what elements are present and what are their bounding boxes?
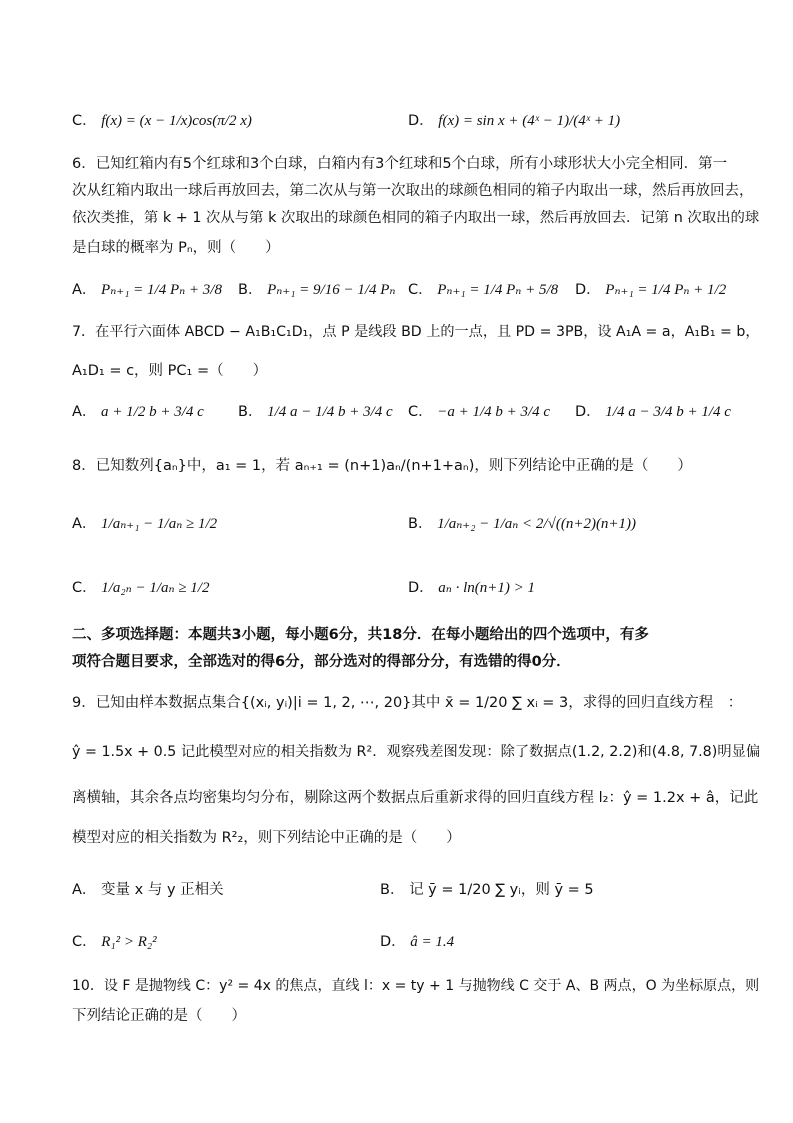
- q9-line-1: 9．已知由样本数据点集合{(xᵢ, yᵢ)|i = 1, 2, ⋯, 20}其中 x̄ = 1/20 ∑ xᵢ = 3，求得的回归直线方程 ：: [72, 695, 743, 711]
- q9-option-b-letter: B．: [380, 882, 405, 898]
- q9-option-c: [72, 932, 157, 952]
- q8-stem: 8．已知数列{aₙ}中，a₁ = 1，若 aₙ₊₁ = (n+1)aₙ/(n+1+aₙ)，则下列结论中正确的是（ ）: [72, 458, 692, 474]
- q8-option-c-expr: 1/a₂ₙ − 1/aₙ ≥ 1/2: [101, 580, 210, 596]
- q7-option-a: [72, 402, 204, 422]
- q7-option-d-letter: D．: [575, 404, 601, 420]
- q9-line-4: 模型对应的相关指数为 R²₂，则下列结论中正确的是（ ）: [72, 830, 461, 846]
- q8-option-b: [408, 514, 636, 534]
- q6-option-d: [575, 280, 726, 300]
- q7-line-1: 7．在平行六面体 ABCD − A₁B₁C₁D₁，点 P 是线段 BD 上的一点，且 PD = 3PB，设 A₁A = a，A₁B₁ = b，: [72, 324, 760, 340]
- q7-option-c-letter: C．: [408, 404, 433, 420]
- q7-option-c-expr: −a + 1/4 b + 3/4 c: [437, 404, 551, 420]
- q5-option-c: [72, 111, 252, 131]
- q6-option-a-letter: A．: [72, 282, 97, 298]
- q7-option-b-letter: B．: [238, 404, 263, 420]
- section-2-heading-line-2: 项符合题目要求，全部选对的得6分，部分选对的得部分分，有选错的得0分．: [72, 654, 571, 670]
- q6-option-c-letter: C．: [408, 282, 433, 298]
- q7-option-b: [238, 402, 393, 422]
- q9-option-d: [380, 932, 454, 952]
- q6-option-b-letter: B．: [238, 282, 263, 298]
- q6-option-d-expr: Pₙ₊₁ = 1/4 Pₙ + 1/2: [605, 282, 727, 298]
- q9-option-c-expr: R₁² > R₂²: [101, 934, 157, 950]
- q9-option-a-expr: 变量 x 与 y 正相关: [101, 882, 224, 898]
- q9-line-3: 离横轴，其余各点均密集均匀分布，剔除这两个数据点后重新求得的回归直线方程 l₂：ŷ = 1.2x + â，记此: [72, 790, 759, 806]
- q9-option-b: [380, 880, 594, 900]
- q6-line-1: 6．已知红箱内有5个红球和3个白球，白箱内有3个红球和5个白球，所有小球形状大小完全相同．第一: [72, 156, 728, 172]
- section-2-heading-line-1: 二、多项选择题：本题共3小题，每小题6分，共18分．在每小题给出的四个选项中，有多: [72, 627, 649, 643]
- q5-option-d: [408, 111, 620, 131]
- q5-option-c-letter: C．: [72, 113, 97, 129]
- q9-option-b-expr: 记 ȳ = 1/20 ∑ yᵢ，则 ȳ = 5: [409, 882, 594, 898]
- q6-line-2: 次从红箱内取出一球后再放回去，第二次从与第一次取出的球颜色相同的箱子内取出一球，然后再放回去，: [72, 183, 754, 199]
- q6-option-d-letter: D．: [575, 282, 601, 298]
- q7-option-d: [575, 402, 731, 422]
- q6-line-3: 依次类推，第 k + 1 次从与第 k 次取出的球颜色相同的箱子内取出一球，然后再放回去．记第 n 次取出的球: [72, 210, 760, 226]
- q8-option-a: [72, 514, 217, 534]
- q9-option-a: [72, 880, 224, 900]
- q9-option-a-letter: A．: [72, 882, 97, 898]
- q9-option-c-letter: C．: [72, 934, 97, 950]
- q6-option-b-expr: Pₙ₊₁ = 9/16 − 1/4 Pₙ: [267, 282, 396, 298]
- q9-option-d-expr: â = 1.4: [410, 934, 455, 950]
- q7-option-d-expr: 1/4 a − 3/4 b + 1/4 c: [605, 404, 731, 420]
- q5-option-d-expr: f(x) = sin x + (4ˣ − 1)/(4ˣ + 1): [438, 113, 621, 129]
- q8-option-d-expr: aₙ · ln(n+1) > 1: [438, 580, 536, 596]
- q10-line-1: 10．设 F 是抛物线 C：y² = 4x 的焦点，直线 l：x = ty + 1 与抛物线 C 交于 A、B 两点，O 为坐标原点，则: [72, 978, 760, 994]
- q5-option-c-expr: f(x) = (x − 1/x)cos(π/2 x): [101, 113, 252, 129]
- q7-option-b-expr: 1/4 a − 1/4 b + 3/4 c: [267, 404, 393, 420]
- q7-option-a-expr: a + 1/2 b + 3/4 c: [101, 404, 204, 420]
- q6-option-c: [408, 280, 558, 300]
- q9-option-d-letter: D．: [380, 934, 406, 950]
- q6-option-a-expr: Pₙ₊₁ = 1/4 Pₙ + 3/8: [101, 282, 222, 298]
- q10-line-2: 下列结论正确的是（ ）: [72, 1008, 246, 1024]
- q7-option-a-letter: A．: [72, 404, 97, 420]
- q7-line-2: A₁D₁ = c，则 PC₁ =（ ）: [72, 363, 268, 379]
- q8-option-d-letter: D．: [408, 580, 434, 596]
- q6-option-b: [238, 280, 396, 300]
- q6-option-a: [72, 280, 222, 300]
- q8-option-a-letter: A．: [72, 516, 97, 532]
- q8-option-a-expr: 1/aₙ₊₁ − 1/aₙ ≥ 1/2: [101, 516, 218, 532]
- q6-line-4: 是白球的概率为 Pₙ，则（ ）: [72, 240, 280, 256]
- q8-option-c: [72, 578, 209, 598]
- q8-option-d: [408, 578, 535, 598]
- q5-option-d-letter: D．: [408, 113, 434, 129]
- q8-option-b-expr: 1/aₙ₊₂ − 1/aₙ < 2/√((n+2)(n+1)): [437, 516, 637, 532]
- q9-line-2: ŷ = 1.5x + 0.5 记此模型对应的相关指数为 R²．观察残差图发现：除了数据点(1.2, 2.2)和(4.8, 7.8)明显偏: [72, 744, 761, 760]
- q8-option-b-letter: B．: [408, 516, 433, 532]
- q8-option-c-letter: C．: [72, 580, 97, 596]
- q7-option-c: [408, 402, 550, 422]
- q6-option-c-expr: Pₙ₊₁ = 1/4 Pₙ + 5/8: [437, 282, 559, 298]
